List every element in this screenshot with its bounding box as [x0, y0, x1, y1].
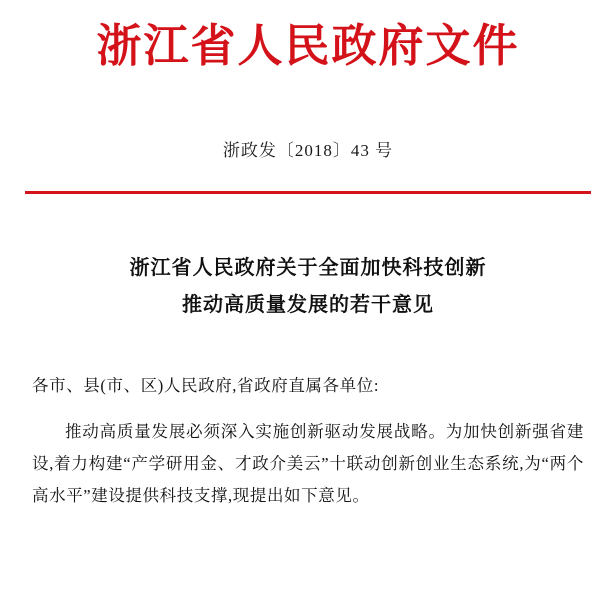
red-divider-rule	[25, 191, 591, 194]
masthead-title: 浙江省人民政府文件	[96, 21, 520, 71]
document-heading	[0, 250, 616, 324]
document-number: 浙政发〔2018〕43 号	[222, 141, 394, 161]
document-body	[32, 370, 584, 513]
document-masthead	[0, 0, 616, 74]
heading-line-1: 浙江省人民政府关于全面加快科技创新	[129, 256, 487, 279]
body-paragraph-1: 推动高质量发展必须深入实施创新驱动发展战略。为加快创新强省建设,着力构建“产学研用金、才政介美云”十联动创新创业生态系统,为“两个高水平”建设提供科技支撑,现提出如下意见。	[32, 421, 584, 506]
heading-line-2: 推动高质量发展的若干意见	[182, 293, 434, 316]
salutation-line: 各市、县(市、区)人民政府,省政府直属各单位:	[32, 375, 379, 395]
